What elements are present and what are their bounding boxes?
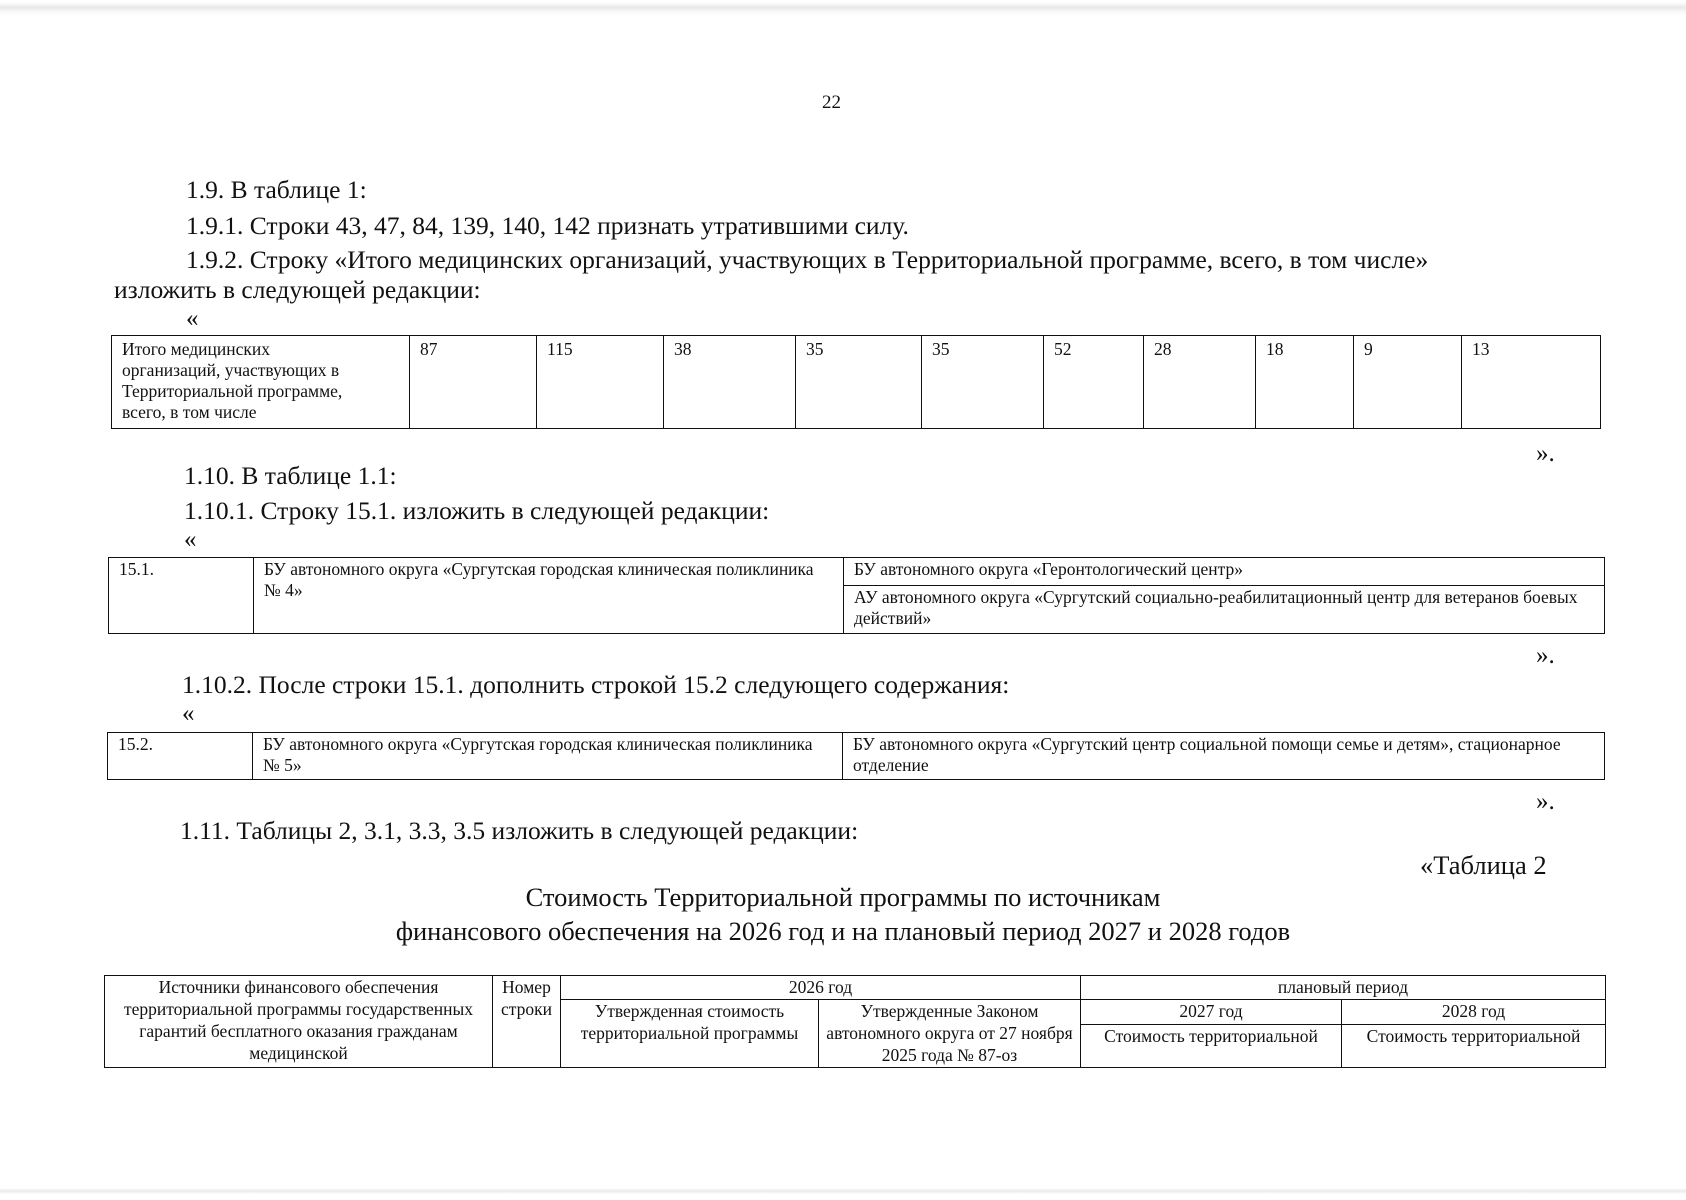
header-planned-period-cell: плановый период xyxy=(1081,976,1606,1000)
open-quote: « xyxy=(184,526,197,553)
paragraph-1-10: 1.10. В таблице 1.1: xyxy=(184,461,397,490)
scan-top-edge xyxy=(0,2,1686,16)
table-row xyxy=(109,558,1605,586)
table-row xyxy=(108,733,1605,780)
value-cell: 52 xyxy=(1044,336,1144,429)
table-row xyxy=(112,336,1601,429)
institution-cell: АУ автономного округа «Сургутский социально-реабилитационный центр для ветеранов боевых действий» xyxy=(844,586,1605,634)
institution-cell: БУ автономного округа «Геронтологический центр» xyxy=(844,558,1605,586)
scan-bottom-edge xyxy=(0,1188,1686,1194)
paragraph-1-9-2: 1.9.2. Строку «Итого медицинских организаций, участвующих в Территориальной программе, всего, в том числе» xyxy=(186,245,1429,274)
header-approved-cost-cell: Утвержденная стоимость территориальной программы xyxy=(561,1000,819,1068)
value-cell: 115 xyxy=(537,336,664,429)
row-number-cell: 15.1. xyxy=(109,558,254,634)
paragraph-1-9: 1.9. В таблице 1: xyxy=(186,175,367,204)
header-cost-2028-cell: Стоимость территориальной xyxy=(1342,1025,1606,1068)
row-label-cell xyxy=(112,336,410,429)
value-cell: 9 xyxy=(1354,336,1462,429)
organization-cell: БУ автономного округа «Сургутская городская клиническая поликлиника № 4» xyxy=(254,558,844,634)
value-cell: 38 xyxy=(664,336,796,429)
row-label-line: Территориальной программе, xyxy=(122,381,343,401)
table-program-cost xyxy=(104,975,1606,1068)
table-row-15-2 xyxy=(107,732,1605,780)
close-quote: ». xyxy=(1536,788,1555,815)
header-approved-law-cell: Утвержденные Законом автономного округа от 27 ноября 2025 года № 87-оз xyxy=(819,1000,1081,1068)
organization-cell: БУ автономного округа «Сургутская городская клиническая поликлиника № 5» xyxy=(253,733,843,780)
close-quote: ». xyxy=(1536,440,1555,467)
table-header-row xyxy=(105,976,1606,1000)
table-title-line-2: финансового обеспечения на 2026 год и на плановый период 2027 и 2028 годов xyxy=(395,916,1291,946)
institution-cell: БУ автономного округа «Сургутский центр социальной помощи семье и детям», стационарное отделение xyxy=(843,733,1605,780)
value-cell: 18 xyxy=(1256,336,1354,429)
value-cell: 13 xyxy=(1462,336,1601,429)
row-label-line: всего, в том числе xyxy=(122,402,257,422)
value-cell: 28 xyxy=(1144,336,1256,429)
paragraph-1-9-2-continued: изложить в следующей редакции: xyxy=(114,275,481,304)
paragraph-1-11: 1.11. Таблицы 2, 3.1, 3.3, 3.5 изложить в следующей редакции: xyxy=(180,816,859,845)
table-2-label: «Таблица 2 xyxy=(1420,850,1547,880)
open-quote: « xyxy=(182,700,195,727)
table-title-line-1: Стоимость Территориальной программы по источникам xyxy=(525,882,1161,912)
header-2027-cell: 2027 год xyxy=(1081,1000,1342,1025)
header-source-cell: Источники финансового обеспечения территориальной программы государственных гарантий бесплатного оказания гражданам медицинской xyxy=(105,976,493,1068)
row-number-cell: 15.2. xyxy=(108,733,253,780)
header-cost-2027-cell: Стоимость территориальной xyxy=(1081,1025,1342,1068)
value-cell: 35 xyxy=(922,336,1044,429)
paragraph-1-10-1: 1.10.1. Строку 15.1. изложить в следующей редакции: xyxy=(184,496,770,525)
close-quote: ». xyxy=(1536,642,1555,669)
header-row-number-cell: Номер строки xyxy=(493,976,561,1068)
open-quote: « xyxy=(186,305,199,332)
value-cell: 35 xyxy=(796,336,922,429)
header-2028-cell: 2028 год xyxy=(1342,1000,1606,1025)
value-cell: 87 xyxy=(410,336,537,429)
paragraph-1-9-1: 1.9.1. Строки 43, 47, 84, 139, 140, 142 признать утратившими силу. xyxy=(186,211,909,240)
table-row-15-1 xyxy=(108,557,1605,634)
table-total-organizations xyxy=(111,335,1601,429)
row-label-line: организаций, участвующих в xyxy=(122,360,340,380)
header-2026-cell: 2026 год xyxy=(561,976,1081,1000)
row-label-line: Итого медицинских xyxy=(122,339,271,359)
paragraph-1-10-2: 1.10.2. После строки 15.1. дополнить строкой 15.2 следующего содержания: xyxy=(182,670,1010,699)
page-number: 22 xyxy=(822,92,841,113)
